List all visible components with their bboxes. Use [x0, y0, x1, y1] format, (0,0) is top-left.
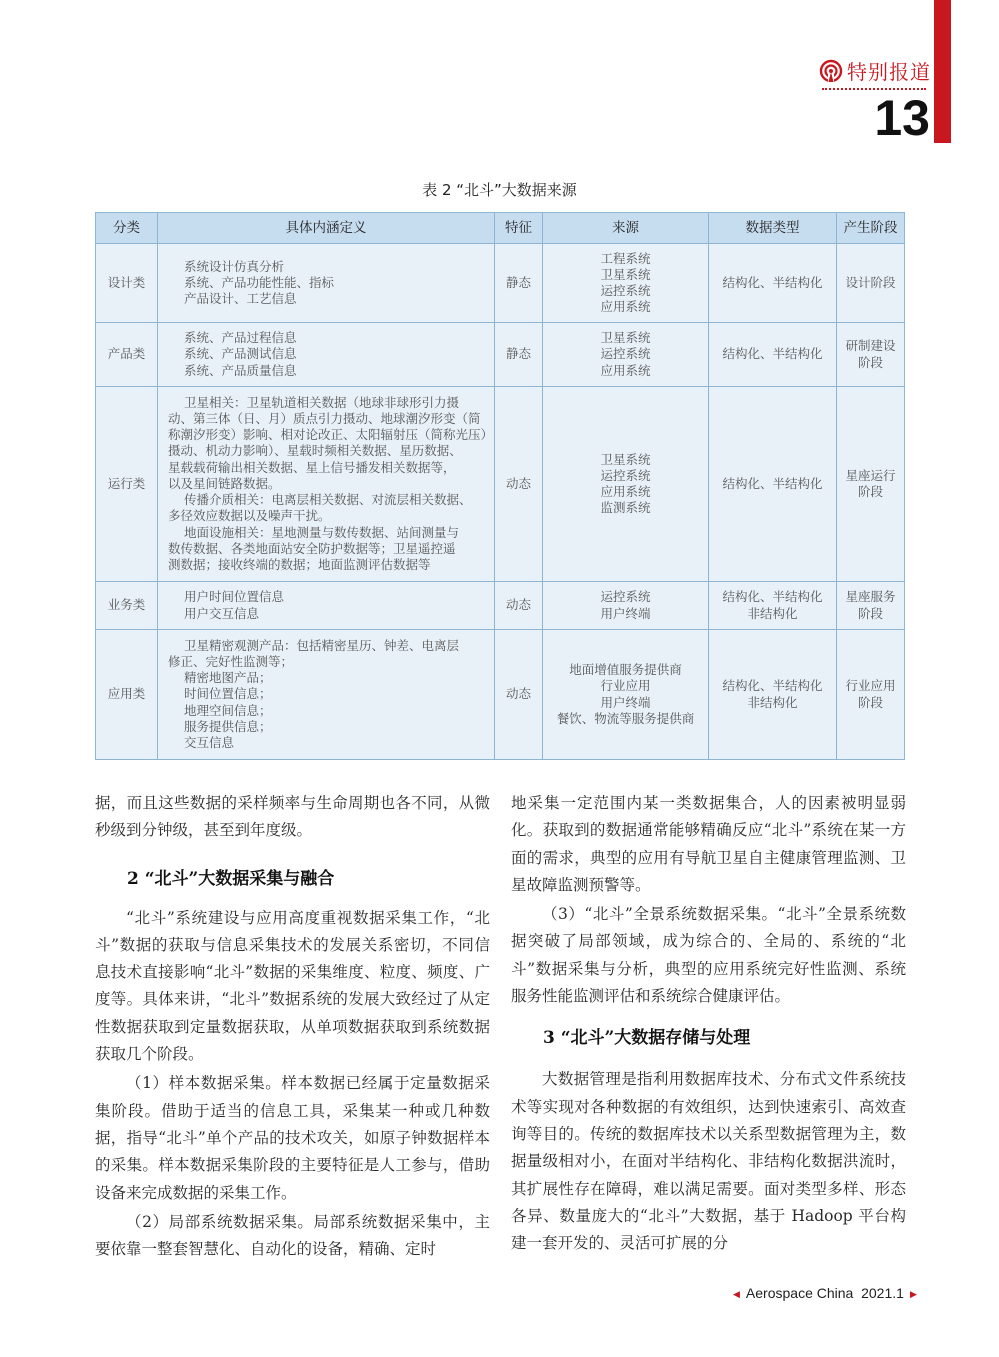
data-type-line: 结构化、半结构化	[722, 346, 823, 362]
data-type-cell	[709, 387, 837, 582]
column-header: 数据类型	[709, 213, 837, 244]
body-paragraph: 据，而且这些数据的采样频率与生命周期也各不同，从微秒级到分钟级，甚至到年度级。	[95, 794, 490, 840]
data-type-cell	[709, 323, 837, 387]
source-line: 卫星系统	[600, 451, 651, 467]
definition-line: 称潮汐形变）影响、相对论改正、太阳辐射压（简称光压）	[168, 427, 494, 443]
source-cell	[543, 244, 709, 323]
definition-line: 卫星相关：卫星轨道相关数据（地球非球形引力摄	[184, 394, 460, 410]
table-header-row	[96, 213, 905, 244]
source-line: 用户终端	[600, 694, 651, 710]
source-line: 地面增值服务提供商	[569, 662, 682, 678]
table-row	[96, 582, 905, 630]
source-line: 运控系统	[600, 467, 651, 483]
definition-line: 修正、完好性监测等；	[168, 653, 294, 669]
column-header: 具体内涵定义	[158, 213, 495, 244]
category-cell: 应用类	[96, 630, 158, 760]
source-line: 卫星系统	[600, 330, 651, 346]
definition-line: 以及星间链路数据。	[168, 475, 281, 491]
definition-line: 卫星精密观测产品：包括精密星历、钟差、电离层	[184, 637, 460, 653]
category-cell: 设计类	[96, 244, 158, 323]
source-line: 工程系统	[600, 250, 651, 266]
source-line: 卫星系统	[600, 266, 651, 282]
section-heading: 3 “北斗”大数据存储与处理	[543, 1028, 751, 1049]
footer-marker-icon: ◀	[733, 1289, 740, 1299]
feature-cell: 静态	[495, 244, 543, 323]
source-line: 应用系统	[600, 484, 651, 499]
feature-cell: 动态	[495, 582, 543, 630]
stage-line: 设计阶段	[845, 274, 896, 290]
source-line: 用户终端	[600, 605, 651, 621]
table-title: 表 2 “北斗”大数据来源	[422, 181, 577, 199]
column-header: 特征	[495, 213, 543, 244]
definition-cell	[158, 323, 495, 387]
body-paragraph: “北斗”系统建设与应用高度重视数据采集工作，“北斗”数据的获取与信息采集技术的发展关系密切，不同信息技术直接影响“北斗”数据的采集维度、粒度、频度、广度等。具体来讲，“北斗”数据系统的发展大致经过了从定性数据获取到定量数据获取，从单项数据获取到系统数据获取几个阶段。	[95, 908, 490, 1064]
definition-line: 产品设计、工艺信息	[184, 291, 297, 307]
body-paragraph: （2）局部系统数据采集。局部系统数据采集中，主要依靠一整套智慧化、自动化的设备，精确、定时	[95, 1212, 490, 1259]
satellite-signal-icon	[819, 59, 843, 83]
data-type-cell	[709, 582, 837, 630]
source-line: 行业应用	[600, 678, 651, 694]
header-accent-bar	[934, 0, 951, 143]
stage-cell	[837, 323, 905, 387]
body-paragraph: （1）样本数据采集。样本数据已经属于定量数据采集阶段。借助于适当的信息工具，采集某一种或几种数据，指导“北斗”单个产品的技术攻关，如原子钟数据样本的采集。样本数据采集阶段的主要特征是人工参与，借助设备来完成数据的采集工作。	[95, 1074, 490, 1202]
body-column-right	[511, 790, 906, 1257]
table-row	[96, 387, 905, 582]
column-header: 产生阶段	[837, 213, 905, 244]
definition-line: 用户交互信息	[184, 605, 260, 621]
definition-line: 地理空间信息；	[184, 702, 272, 718]
feature-cell: 动态	[495, 630, 543, 760]
definition-cell	[158, 582, 495, 630]
section-label: 特别报道	[847, 60, 931, 84]
data-type-line: 结构化、半结构化	[722, 678, 823, 694]
category-cell: 运行类	[96, 387, 158, 582]
definition-line: 服务提供信息；	[184, 718, 272, 734]
body-paragraph: 地采集一定范围内某一类数据集合，人的因素被明显弱化。获取到的数据通常能够精确反应“北斗”系统在某一方面的需求，典型的应用有导航卫星自主健康管理监测、卫星故障监测预警等。	[511, 794, 906, 894]
definition-line: 交互信息	[184, 735, 235, 750]
data-type-line: 结构化、半结构化	[722, 274, 823, 290]
column-header: 来源	[543, 213, 709, 244]
source-cell	[543, 582, 709, 630]
definition-line: 多径效应数据以及噪声干扰。	[168, 508, 331, 524]
category-cell: 产品类	[96, 323, 158, 387]
body-paragraph: （3）“北斗”全景系统数据采集。“北斗”全景系统数据突破了局部领域，成为综合的、全局的、系统的“北斗”数据采集与分析，典型的应用系统完好性监测、系统服务性能监测评估和系统综合健康评估。	[511, 905, 906, 1006]
body-paragraph: 大数据管理是指利用数据库技术、分布式文件系统技术等实现对各种数据的有效组织，达到快速索引、高效查询等目的。传统的数据库技术以关系型数据管理为主，数据量级相对小，在面对半结构化、非结构化数据洪流时，其扩展性存在障碍，难以满足需要。面对类型多样、形态各异、数量庞大的“北斗”大数据，基于 Hadoop 平台构建一套开发的、灵活可扩展的分	[511, 1070, 906, 1253]
issue-number: 2021.1	[861, 1285, 904, 1301]
table-row	[96, 630, 905, 760]
stage-line: 阶段	[857, 484, 883, 499]
feature-cell: 静态	[495, 323, 543, 387]
stage-line: 星座运行	[845, 467, 896, 483]
source-line: 监测系统	[600, 500, 651, 516]
stage-cell	[837, 582, 905, 630]
definition-line: 传播介质相关：电离层相关数据、对流层相关数据、	[184, 492, 472, 508]
definition-cell	[158, 630, 495, 760]
data-type-line: 结构化、半结构化	[722, 589, 823, 605]
stage-cell	[837, 630, 905, 760]
definition-line: 系统、产品功能性能、指标	[184, 274, 335, 290]
data-type-line: 非结构化	[747, 694, 798, 710]
source-line: 应用系统	[600, 299, 651, 315]
stage-cell	[837, 244, 905, 323]
footer-marker-icon: ▶	[909, 1289, 917, 1299]
journal-name: Aerospace China	[745, 1285, 854, 1301]
source-cell	[543, 630, 709, 760]
stage-line: 阶段	[857, 605, 883, 621]
page-number: 13	[874, 90, 930, 146]
stage-line: 行业应用	[845, 678, 896, 694]
definition-line: 星载载荷输出相关数据、星上信号播发相关数据等，	[168, 459, 456, 475]
definition-line: 系统、产品测试信息	[184, 346, 297, 362]
data-type-cell	[709, 244, 837, 323]
category-cell: 业务类	[96, 582, 158, 630]
definition-cell	[158, 387, 495, 582]
definition-line: 动、第三体（日、月）质点引力摄动、地球潮汐形变（简	[168, 411, 481, 427]
page-footer	[733, 1285, 917, 1301]
definition-line: 系统、产品过程信息	[184, 330, 297, 346]
source-line: 餐饮、物流等服务提供商	[556, 710, 695, 726]
stage-line: 星座服务	[845, 589, 896, 605]
column-header: 分类	[96, 213, 158, 244]
definition-line: 测数据；接收终端的数据；地面监测评估数据等	[168, 556, 431, 572]
feature-cell: 动态	[495, 387, 543, 582]
definition-line: 精密地图产品；	[184, 670, 272, 686]
body-column-left	[95, 790, 490, 1263]
source-line: 应用系统	[600, 362, 651, 378]
stage-line: 阶段	[857, 694, 883, 710]
section-heading: 2 “北斗”大数据采集与融合	[127, 868, 335, 889]
source-line: 运控系统	[600, 346, 651, 362]
definition-line: 系统设计仿真分析	[184, 258, 285, 274]
definition-line: 地面设施相关：星地测量与数传数据、站间测量与	[184, 524, 460, 540]
definition-cell	[158, 244, 495, 323]
data-type-line: 非结构化	[747, 605, 798, 621]
source-cell	[543, 323, 709, 387]
data-type-cell	[709, 630, 837, 760]
stage-cell	[837, 387, 905, 582]
definition-line: 用户时间位置信息	[184, 589, 285, 605]
stage-line: 阶段	[857, 354, 883, 370]
source-cell	[543, 387, 709, 582]
definition-line: 数传数据、各类地面站安全防护数据等；卫星遥控遥	[168, 540, 456, 556]
definition-line: 摄动、机动力影响）、星载时频相关数据、星历数据、	[168, 443, 462, 459]
data-source-table	[95, 212, 905, 760]
table-row	[96, 323, 905, 387]
data-type-line: 结构化、半结构化	[722, 475, 823, 491]
source-line: 运控系统	[600, 589, 651, 605]
table-row	[96, 244, 905, 323]
definition-line: 时间位置信息；	[184, 686, 272, 702]
definition-line: 系统、产品质量信息	[184, 362, 297, 378]
source-line: 运控系统	[600, 283, 651, 298]
stage-line: 研制建设	[845, 338, 896, 354]
